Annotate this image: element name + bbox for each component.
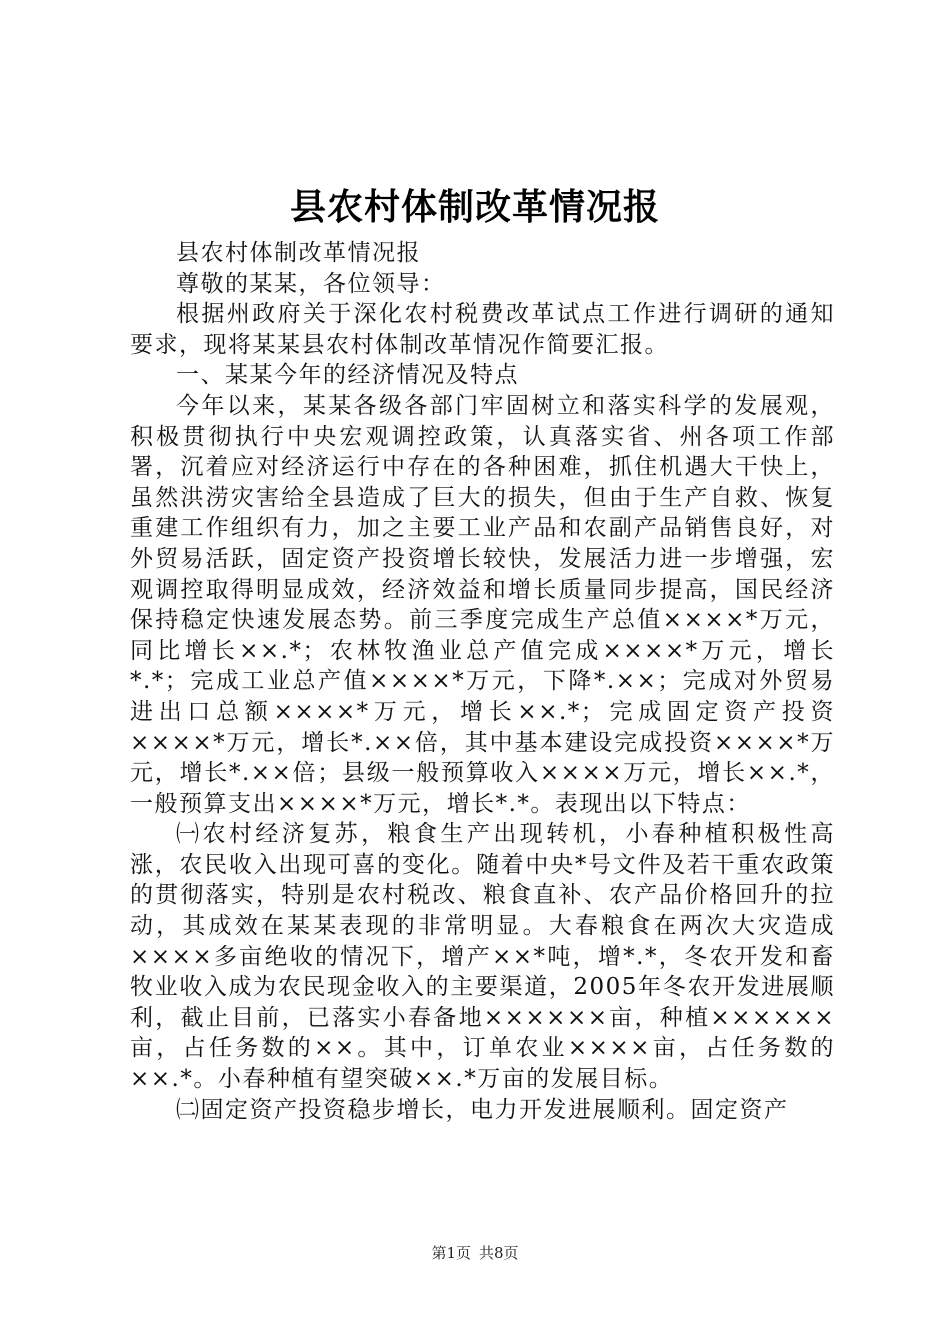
body-paragraph: 县农村体制改革情况报 [176,240,421,266]
body-paragraph: ㈠农村经济复苏，粮食生产出现转机，小春种植积极性高涨，农民收入出现可喜的变化。随着中央*号文件及若干重农政策的贯彻落实，特别是农村税改、粮食直补、农产品价格回升的拉动，其成效在某某表现的非常明显。大春粮食在两次大灾造成××××多亩绝收的情况下，增产××*吨，增*.*，冬农开发和畜牧业收入成为农民现金收入的主要渠道，2005年冬农开发进展顺利，截止目前，已落实小春备地××××××亩，种植××××××亩，占任务数的××。其中，订单农业××××亩，占任务数的××.*。小春种植有望突破××.*万亩的发展目标。 [130,821,835,1093]
document-title: 县农村体制改革情况报 [289,186,660,228]
body-paragraph: 根据州政府关于深化农村税费改革试点工作进行调研的通知要求，现将某某县农村体制改革情况作简要汇报。 [130,301,835,358]
body-paragraph: 今年以来，某某各级各部门牢固树立和落实科学的发展观，积极贯彻执行中央宏观调控政策，认真落实省、州各项工作部署，沉着应对经济运行中存在的各种困难，抓住机遇大干快上，虽然洪涝灾害给全县造成了巨大的损失，但由于生产自救、恢复重建工作组织有力，加之主要工业产品和农副产品销售良好，对外贸易活跃，固定资产投资增长较快，发展活力进一步增强，宏观调控取得明显成效，经济效益和增长质量同步提高，国民经济保持稳定快速发展态势。前三季度完成生产总值××××*万元，同比增长××.*；农林牧渔业总产值完成××××*万元，增长*.*；完成工业总产值××××*万元，下降*.××；完成对外贸易进出口总额××××*万元，增长××.*；完成固定资产投资××××*万元，增长*.××倍，其中基本建设完成投资××××*万元，增长*.××倍；县级一般预算收入××××万元，增长××.*，一般预算支出××××*万元，增长*.*。表现出以下特点： [130,392,835,817]
body-paragraph: ㈡固定资产投资稳步增长，电力开发进展顺利。固定资产 [176,1096,789,1123]
section-heading: 一、某某今年的经济情况及特点 [176,362,519,389]
document-body [130,238,835,1125]
page-total: 共8页 [479,1244,519,1262]
page-number: 第1页 [431,1244,471,1262]
page-footer [0,1241,950,1265]
body-paragraph: 尊敬的某某，各位领导： [176,270,446,297]
